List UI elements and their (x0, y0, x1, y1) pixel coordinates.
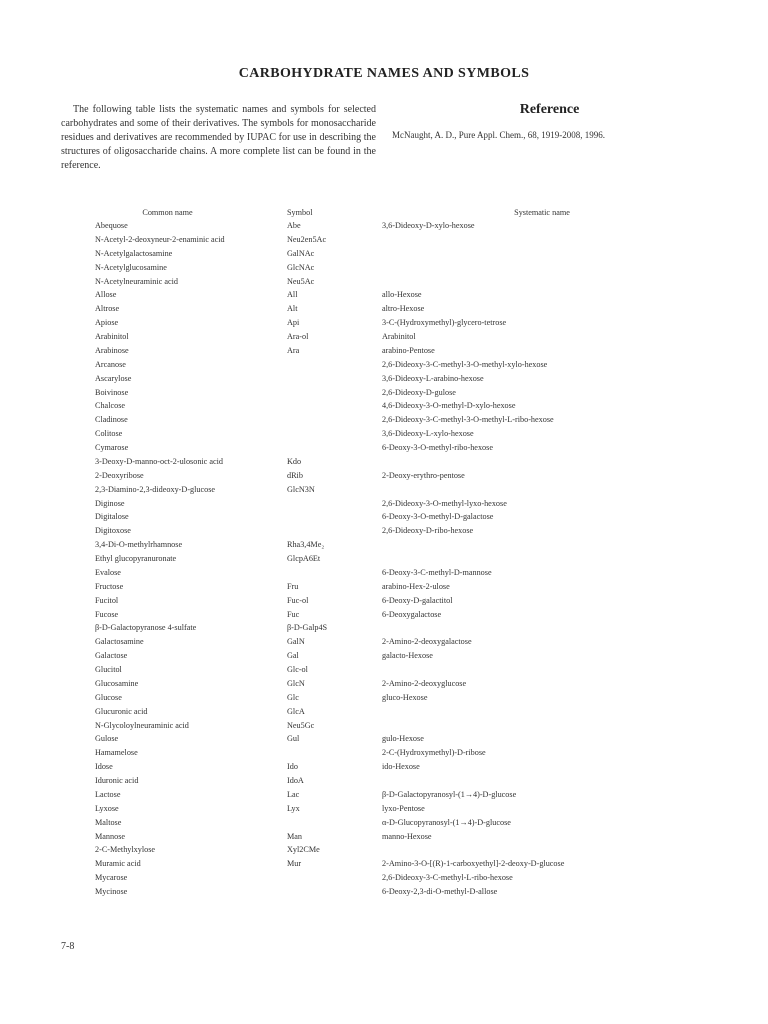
cell-systematic-name: 2-C-(Hydroxymethyl)-D-ribose (382, 748, 486, 758)
table-row (0, 302, 768, 316)
table-row (0, 802, 768, 816)
cell-common-name: Iduronic acid (95, 776, 139, 785)
table-row (0, 788, 768, 802)
cell-common-name: Lactose (95, 789, 121, 799)
table-row (0, 649, 768, 663)
cell-common-name: N-Acetyl-2-deoxyneur-2-enaminic acid (95, 234, 225, 244)
reference-text: McNaught, A. D., Pure Appl. Chem., 68, 1919-2008, 1996. (392, 130, 605, 140)
cell-common-name: Maltose (95, 817, 122, 827)
cell-common-name: N-Acetylglucosamine (95, 262, 167, 272)
cell-common-name: Mycinose (95, 887, 128, 896)
cell-systematic-name: 2-Amino-3-O-[(R)-1-carboxyethyl]-2-deoxy-D-glucose (382, 859, 565, 869)
cell-systematic-name: 6-Deoxygalactose (382, 609, 442, 619)
cell-common-name: 3-Deoxy-D-manno-oct-2-ulosonic acid (95, 456, 224, 466)
table-row (0, 261, 768, 275)
table-row (0, 413, 768, 427)
table-row (0, 843, 768, 857)
table-row (0, 871, 768, 885)
cell-systematic-name: 6-Deoxy-3-O-methyl-ribo-hexose (382, 443, 493, 452)
cell-common-name: Glucose (95, 692, 122, 702)
cell-common-name: Ethyl glucopyranuronate (95, 554, 177, 563)
table-row (0, 330, 768, 344)
table-row (0, 552, 768, 566)
cell-common-name: 2-C-Methylxylose (95, 845, 156, 855)
cell-symbol: Glc-ol (287, 665, 308, 674)
cell-systematic-name: gulo-Hexose (382, 734, 424, 744)
cell-common-name: Fructose (95, 581, 124, 591)
cell-common-name: 2-Deoxyribose (95, 470, 144, 480)
table-row (0, 497, 768, 511)
cell-symbol: Kdo (287, 456, 302, 466)
table-row (0, 621, 768, 635)
cell-systematic-name: gluco-Hexose (382, 692, 428, 702)
table-header (0, 206, 768, 219)
table-row (0, 774, 768, 788)
table-row (0, 594, 768, 608)
table-row (0, 344, 768, 358)
cell-common-name: Idose (95, 762, 113, 772)
table-row (0, 233, 768, 247)
cell-common-name: Abequose (95, 221, 128, 230)
cell-systematic-name: 2,6-Dideoxy-D-gulose (382, 387, 456, 397)
cell-systematic-name: allo-Hexose (382, 290, 422, 300)
header-systematic-name: Systematic name (514, 208, 570, 217)
cell-systematic-name: 2-Deoxy-erythro-pentose (382, 470, 465, 480)
header-symbol: Symbol (287, 208, 313, 217)
cell-common-name: Lyxose (95, 803, 119, 813)
cell-systematic-name: galacto-Hexose (382, 651, 433, 661)
cell-systematic-name: 2,6-Dideoxy-3-O-methyl-lyxo-hexose (382, 498, 507, 508)
table-row (0, 663, 768, 677)
cell-systematic-name: 2-Amino-2-deoxygalactose (382, 637, 472, 647)
cell-common-name: Altrose (95, 304, 120, 314)
cell-systematic-name: 2,6-Dideoxy-3-C-methyl-L-ribo-hexose (382, 873, 513, 883)
table-row (0, 635, 768, 649)
cell-common-name: Digitalose (95, 512, 129, 522)
table-row (0, 732, 768, 746)
cell-symbol: GlcNAc (287, 262, 315, 272)
cell-systematic-name: 3-C-(Hydroxymethyl)-glycero-tetrose (382, 318, 507, 328)
cell-systematic-name: 3,6-Dideoxy-D-xylo-hexose (382, 221, 475, 230)
cell-symbol: GlcN3N (287, 484, 315, 494)
table-row (0, 677, 768, 691)
cell-common-name: Arabinose (95, 345, 129, 355)
table-row (0, 427, 768, 441)
cell-common-name: Glucosamine (95, 678, 139, 688)
cell-symbol: Rha3,4Me₂ (287, 540, 325, 550)
page-number: 7-8 (61, 941, 75, 952)
cell-common-name: N-Acetylneuraminic acid (95, 276, 178, 286)
table-row (0, 608, 768, 622)
cell-common-name: Evalose (95, 567, 121, 577)
cell-symbol: Man (287, 831, 303, 841)
cell-symbol: Fru (287, 581, 299, 591)
table-row (0, 275, 768, 289)
cell-symbol: IdoA (287, 776, 304, 785)
table-body (0, 219, 768, 899)
cell-common-name: Colitose (95, 429, 123, 439)
cell-symbol: Fuc (287, 609, 300, 619)
cell-symbol: Gul (287, 734, 300, 744)
cell-systematic-name: 2,6-Dideoxy-3-C-methyl-3-O-methyl-xylo-hexose (382, 359, 548, 369)
cell-common-name: Cladinose (95, 415, 128, 425)
cell-common-name: N-Acetylgalactosamine (95, 248, 173, 258)
cell-systematic-name: lyxo-Pentose (382, 803, 425, 813)
cell-common-name: Boivinose (95, 387, 129, 397)
cell-common-name: Muramic acid (95, 859, 141, 869)
table-row (0, 580, 768, 594)
cell-common-name: Allose (95, 290, 117, 300)
cell-common-name: Mannose (95, 831, 126, 841)
cell-common-name: Cymarose (95, 443, 129, 452)
cell-symbol: Lyx (287, 803, 300, 813)
cell-systematic-name: ido-Hexose (382, 762, 420, 772)
cell-symbol: Ara-ol (287, 332, 309, 341)
cell-systematic-name: 6-Deoxy-3-O-methyl-D-galactose (382, 512, 494, 522)
cell-common-name: Hamamelose (95, 748, 138, 758)
cell-systematic-name: 2,6-Dideoxy-D-ribo-hexose (382, 526, 474, 536)
cell-symbol: Neu5Ac (287, 276, 315, 286)
table-row (0, 857, 768, 871)
cell-symbol: Neu5Gc (287, 720, 315, 730)
cell-systematic-name: 2-Amino-2-deoxyglucose (382, 678, 467, 688)
table-row (0, 510, 768, 524)
cell-common-name: Apiose (95, 318, 119, 328)
cell-common-name: Glucuronic acid (95, 706, 148, 716)
cell-symbol: GalNAc (287, 248, 315, 258)
cell-common-name: Digitoxose (95, 526, 131, 536)
cell-systematic-name: 4,6-Dideoxy-3-O-methyl-D-xylo-hexose (382, 401, 516, 411)
cell-common-name: Arabinitol (95, 332, 129, 341)
cell-symbol: Xyl2CMe (287, 845, 320, 855)
cell-systematic-name: β-D-Galactopyranosyl-(1→4)-D-glucose (382, 789, 517, 799)
cell-common-name: Chalcose (95, 401, 126, 411)
cell-systematic-name: Arabinitol (382, 332, 416, 341)
table-row (0, 538, 768, 552)
cell-common-name: 3,4-Di-O-methylrhamnose (95, 540, 183, 550)
table-row (0, 441, 768, 455)
table-row (0, 247, 768, 261)
cell-symbol: All (287, 290, 298, 300)
table-row (0, 566, 768, 580)
table-row (0, 483, 768, 497)
table-row (0, 524, 768, 538)
cell-common-name: Fucose (95, 609, 119, 619)
intro-paragraph: The following table lists the systematic names and symbols for selected carbohydrates and some of their derivatives. The symbols for monosaccharide residues and derivatives are recommended by IUPAC for use in describing the structures of oligosaccharide chains. A more complete list can be found in the reference. (61, 104, 376, 171)
table-row (0, 455, 768, 469)
cell-common-name: 2,3-Diamino-2,3-dideoxy-D-glucose (95, 484, 216, 494)
cell-common-name: Arcanose (95, 359, 126, 369)
table-row (0, 219, 768, 233)
header-common-name: Common name (142, 208, 193, 217)
table-row (0, 719, 768, 733)
cell-symbol: Ara (287, 345, 300, 355)
table-row (0, 885, 768, 899)
page-title: CARBOHYDRATE NAMES AND SYMBOLS (238, 66, 530, 81)
cell-symbol: Alt (287, 304, 298, 314)
cell-systematic-name: 2,6-Dideoxy-3-C-methyl-3-O-methyl-L-ribo-hexose (382, 415, 554, 425)
cell-common-name: β-D-Galactopyranose 4-sulfate (95, 623, 197, 633)
cell-systematic-name: 6-Deoxy-D-galactitol (382, 595, 453, 605)
table-row (0, 705, 768, 719)
cell-common-name: Diginose (95, 498, 125, 508)
cell-systematic-name: 6-Deoxy-2,3-di-O-methyl-D-allose (382, 887, 498, 896)
table-row (0, 830, 768, 844)
table-row (0, 816, 768, 830)
cell-symbol: Glc (287, 692, 299, 702)
cell-common-name: Galactosamine (95, 637, 144, 647)
cell-symbol: Mur (287, 859, 302, 869)
cell-symbol: GlcA (287, 706, 305, 716)
cell-common-name: Ascarylose (95, 373, 132, 383)
reference-heading: Reference (519, 102, 580, 117)
table-row (0, 288, 768, 302)
cell-common-name: N-Glycoloylneuraminic acid (95, 720, 189, 730)
cell-symbol: GlcpA6Et (287, 554, 321, 563)
cell-systematic-name: 6-Deoxy-3-C-methyl-D-mannose (382, 567, 492, 577)
cell-symbol: GalN (287, 637, 305, 647)
cell-symbol: Lac (287, 789, 300, 799)
cell-symbol: GlcN (287, 678, 305, 688)
cell-symbol: Api (287, 318, 300, 328)
cell-symbol: Gal (287, 651, 299, 661)
cell-common-name: Gulose (95, 734, 119, 744)
cell-common-name: Galactose (95, 651, 128, 661)
cell-common-name: Mycarose (95, 873, 128, 883)
carbohydrate-table (0, 206, 768, 899)
cell-symbol: β-D-Galp4S (287, 623, 328, 633)
table-row (0, 386, 768, 400)
cell-symbol: dRib (287, 470, 303, 480)
table-row (0, 469, 768, 483)
table-row (0, 372, 768, 386)
table-row (0, 316, 768, 330)
cell-systematic-name: manno-Hexose (382, 831, 432, 841)
table-row (0, 746, 768, 760)
table-row (0, 760, 768, 774)
cell-symbol: Fuc-ol (287, 595, 309, 605)
cell-common-name: Glucitol (95, 665, 122, 674)
cell-systematic-name: 3,6-Dideoxy-L-xylo-hexose (382, 429, 474, 439)
cell-systematic-name: altro-Hexose (382, 304, 425, 314)
cell-systematic-name: arabino-Pentose (382, 345, 435, 355)
cell-systematic-name: 3,6-Dideoxy-L-arabino-hexose (382, 373, 484, 383)
table-row (0, 399, 768, 413)
cell-systematic-name: arabino-Hex-2-ulose (382, 581, 450, 591)
table-row (0, 358, 768, 372)
cell-common-name: Fucitol (95, 595, 119, 605)
cell-symbol: Abe (287, 221, 301, 230)
table-row (0, 691, 768, 705)
cell-symbol: Neu2en5Ac (287, 234, 327, 244)
cell-symbol: Ido (287, 762, 298, 772)
cell-systematic-name: α-D-Glucopyranosyl-(1→4)-D-glucose (382, 817, 511, 827)
